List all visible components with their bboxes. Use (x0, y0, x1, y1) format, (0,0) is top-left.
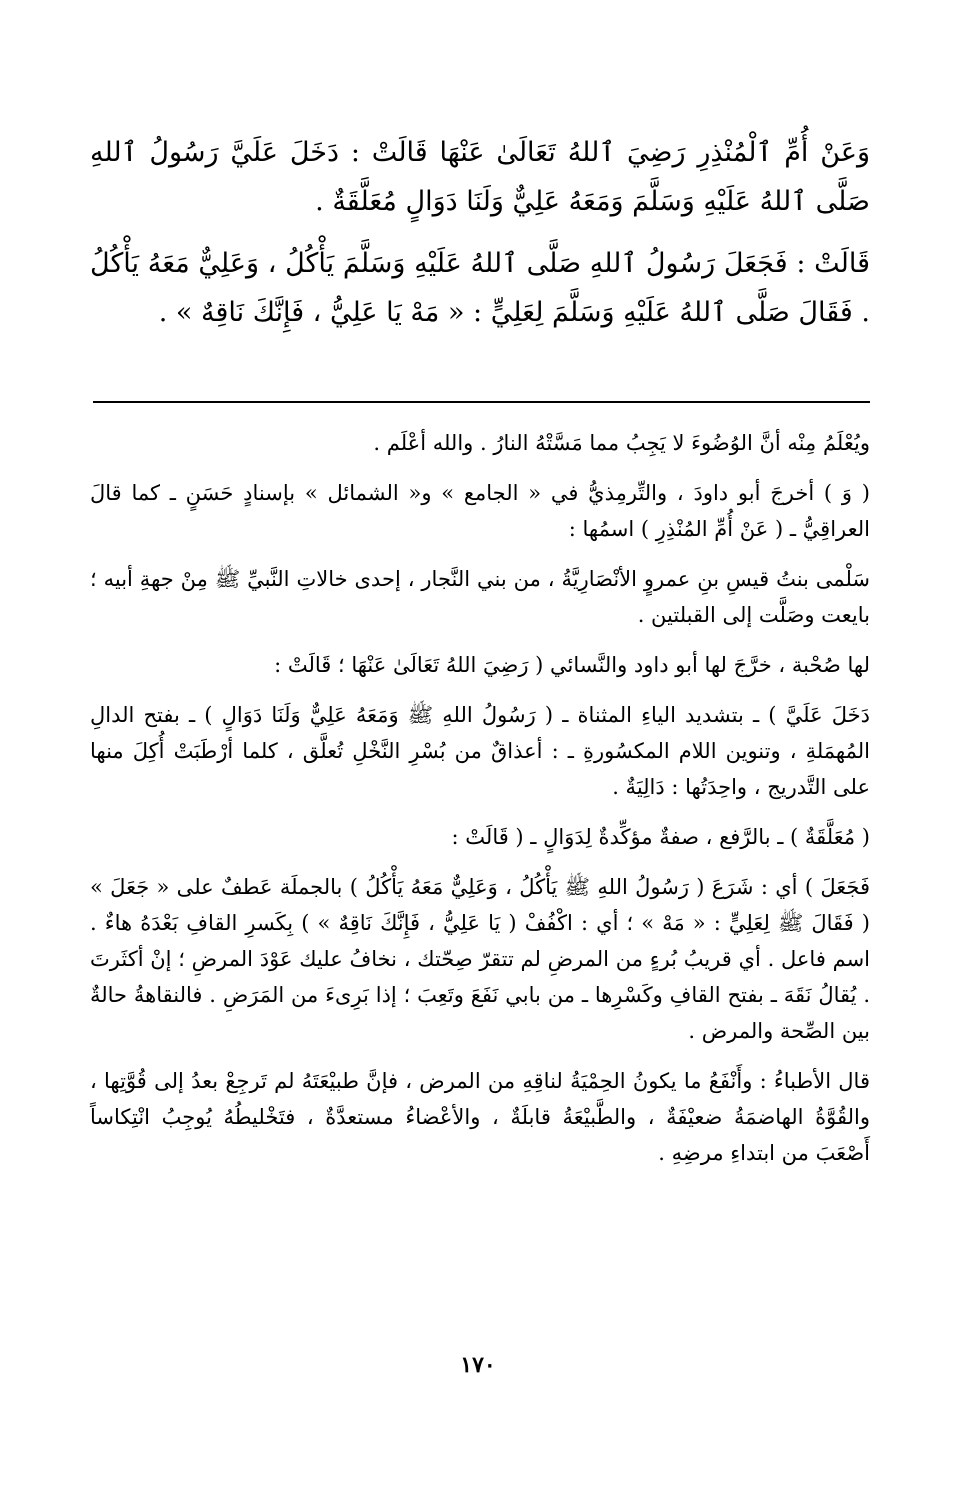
footnote-separator (93, 401, 870, 403)
main-paragraph: وَعَنْ أُمِّ ٱلْمُنْذِرِ رَضِيَ ٱللهُ تَعَالَىٰ عَنْهَا قَالَتْ : دَخَلَ عَلَيَّ رَسُولُ ٱللهِ صَلَّى ٱللهُ عَلَيْهِ وَسَلَّمَ وَمَعَهُ عَلِيٌّ وَلَنَا دَوَالٍ مُعَلَّقَةٌ . (90, 137, 870, 217)
page-number: ١٧٠ (460, 1352, 496, 1378)
main-paragraph: قَالَتْ : فَجَعَلَ رَسُولُ ٱللهِ صَلَّى ٱللهُ عَلَيْهِ وَسَلَّمَ يَأْكُلُ ، وَعَلِيٌّ مَعَهُ يَأْكُلُ . فَقَالَ صَلَّى ٱللهُ عَلَيْهِ وَسَلَّمَ لِعَلِيٍّ : « مَهْ يَا عَلِيُّ ، فَإِنَّكَ نَاقِهٌ » . (90, 248, 870, 328)
commentary-paragraph: ( مُعَلَّقَةٌ ) ـ بالرَّفع ، صفةٌ مؤكِّدةٌ لِدَوَالٍ ـ ( قَالَتْ : (451, 825, 870, 849)
commentary-paragraph: لها صُحْبة ، خرَّجَ لها أبو داود والنَّسائي ( رَضِيَ اللهُ تَعَالَىٰ عَنْهَا ؛ قَالَتْ : (274, 653, 870, 677)
main-text-block (90, 128, 870, 350)
commentary-paragraph: دَخَلَ عَلَيَّ ) ـ بتشديد الياءِ المثناة ـ ( رَسُولُ اللهِ ﷺ وَمَعَهُ عَلِيٌّ وَلَنَا دَوَالٍ ) ـ بفتح الدالِ المُهمَلةِ ، وتنوين اللام المكسُورةِ ـ : أعذاقٌ من بُسْرِ النَّخْلِ تُعلَّق ، كلما أرْطَبَتْ أُكِلَ منها على التَّدريج ، واحِدَتُها : دَالِيَةٌ . (90, 703, 870, 799)
commentary-paragraph: قال الأطباءُ : وأَنْفَعُ ما يكونُ الحِمْيَةُ لناقِهِ من المرض ، فإنَّ طبيْعَتَهُ لم تَرجِعْ بعدُ إلى قُوَّتِها ، والقُوَّةُ الهاضمَةُ ضعيْفَةٌ ، والطَّبيْعَةُ قابلَةٌ ، والأعْضاءُ مستعدَّةٌ ، فتَخْليطُهُ يُوجِبُ انْتِكاساً أَصْعَبَ من ابتداءِ مرضِهِ . (90, 1069, 870, 1165)
commentary-paragraph: ويُعْلَمُ مِنْه أنَّ الوُضُوءَ لا يَجِبُ مما مَسَّتْهُ النارُ . والله أعْلَم . (373, 431, 870, 455)
commentary-paragraph: ( وَ ) أخرجَ أبو داودَ ، والتِّرمِذيُّ في « الجامع » و« الشمائل » بإسنادٍ حَسَنٍ ـ كما قالَ العراقِيُّ ـ ( عَنْ أُمِّ المُنْذِرِ ) اسمُها : (90, 481, 870, 541)
commentary-block (90, 425, 870, 1185)
commentary-paragraph: فَجَعَلَ ) أي : شَرَعَ ( رَسُولُ اللهِ ﷺ يَأْكُلُ ، وَعَلِيٌّ مَعَهُ يَأْكُلُ ) بالجملَة عَطفٌ على « جَعَلَ » ( فَقَالَ ﷺ لِعَلِيٍّ : « مَهْ » ؛ أي : اكْفُفْ ( يَا عَلِيُّ ، فَإِنَّكَ نَاقِهٌ » ) بِكَسرِ القافِ بَعْدَهُ هاءٌ . اسم فاعل . أي قريبُ بُرءٍ من المرضِ لم تتقرّ صِحّتك ، نخافُ عليك عَوْدَ المرضِ ؛ إنْ أكثَرتَ . يُقالُ نَقَهَ ـ بفتح القافِ وكَسْرِها ـ من بابي نَفَعَ وتَعِبَ ؛ إذا بَرِىءَ من المَرَضِ . فالنقاهةُ حالةٌ بين الصِّحة والمرض . (90, 875, 870, 1043)
commentary-paragraph: سَلْمى بنتُ قيسِ بنِ عمروٍ الأنْصَارِيَّةُ ، من بني النَّجار ، إحدى خالاتِ النَّبيِّ ﷺ مِنْ جهةِ أبيه ؛ بايعت وصَلَّت إلى القبلتين . (90, 567, 870, 627)
